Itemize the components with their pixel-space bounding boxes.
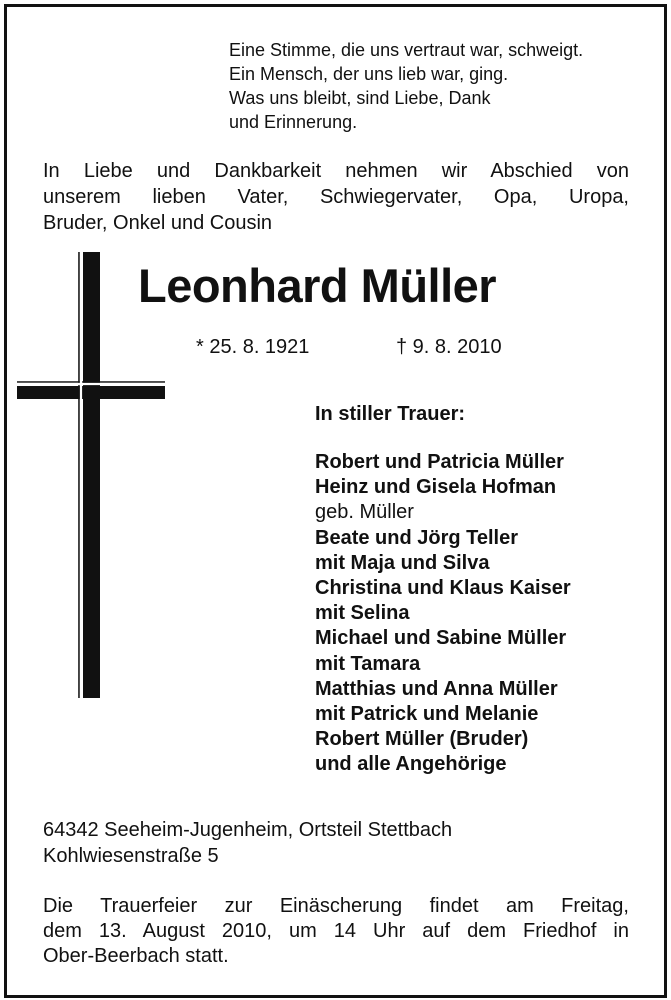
christian-cross-icon [17,252,167,698]
mourners-list [315,450,571,778]
mourner-line: Christina und Klaus Kaiser [315,577,571,600]
mourner-line: mit Tamara [315,652,421,675]
poem-line: Eine Stimme, die uns vertraut war, schweigt. [229,40,584,60]
deceased-name: Leonhard Müller [138,259,497,312]
address-line: 64342 Seeheim-Jugenheim, Ortsteil Stettbach [43,819,453,841]
memorial-poem [229,38,583,134]
service-announcement [43,894,629,969]
mourner-line: und alle Angehörige [315,753,507,776]
birth-date: * 25. 8. 1921 [196,336,310,358]
service-line: Ober-Beerbach statt. [43,945,229,967]
service-line: Die Trauerfeier zur Einäscherung findet am Freitag, [43,895,629,917]
poem-line: Was uns bleibt, sind Liebe, Dank [229,88,491,108]
mourner-line: Beate und Jörg Teller [315,526,519,549]
mourner-line: mit Selina [315,602,410,625]
intro-line: unserem lieben Vater, Schwiegervater, Opa, Uropa, [43,186,629,208]
address-block [43,817,452,869]
mourner-line: mit Maja und Silva [315,551,490,574]
mourning-heading: In stiller Trauer: [315,403,466,425]
mourner-line: Robert und Patricia Müller [315,451,564,473]
service-line: dem 13. August 2010, um 14 Uhr auf dem Friedhof in [43,920,629,942]
intro-line: In Liebe und Dankbarkeit nehmen wir Abschied von [43,160,629,182]
address-line: Kohlwiesenstraße 5 [43,845,219,867]
mourner-line: Robert Müller (Bruder) [315,728,529,751]
mourner-line: Heinz und Gisela Hofman [315,476,557,499]
poem-line: Ein Mensch, der uns lieb war, ging. [229,64,509,84]
intro-line: Bruder, Onkel und Cousin [43,212,273,234]
mourner-line: mit Patrick und Melanie [315,703,539,726]
mourner-line: Michael und Sabine Müller [315,627,567,650]
mourner-line: geb. Müller [315,501,414,524]
mourner-line: Matthias und Anna Müller [315,677,558,700]
intro-text [43,158,629,236]
death-date: † 9. 8. 2010 [396,336,502,358]
poem-line: und Erinnerung. [229,112,358,132]
